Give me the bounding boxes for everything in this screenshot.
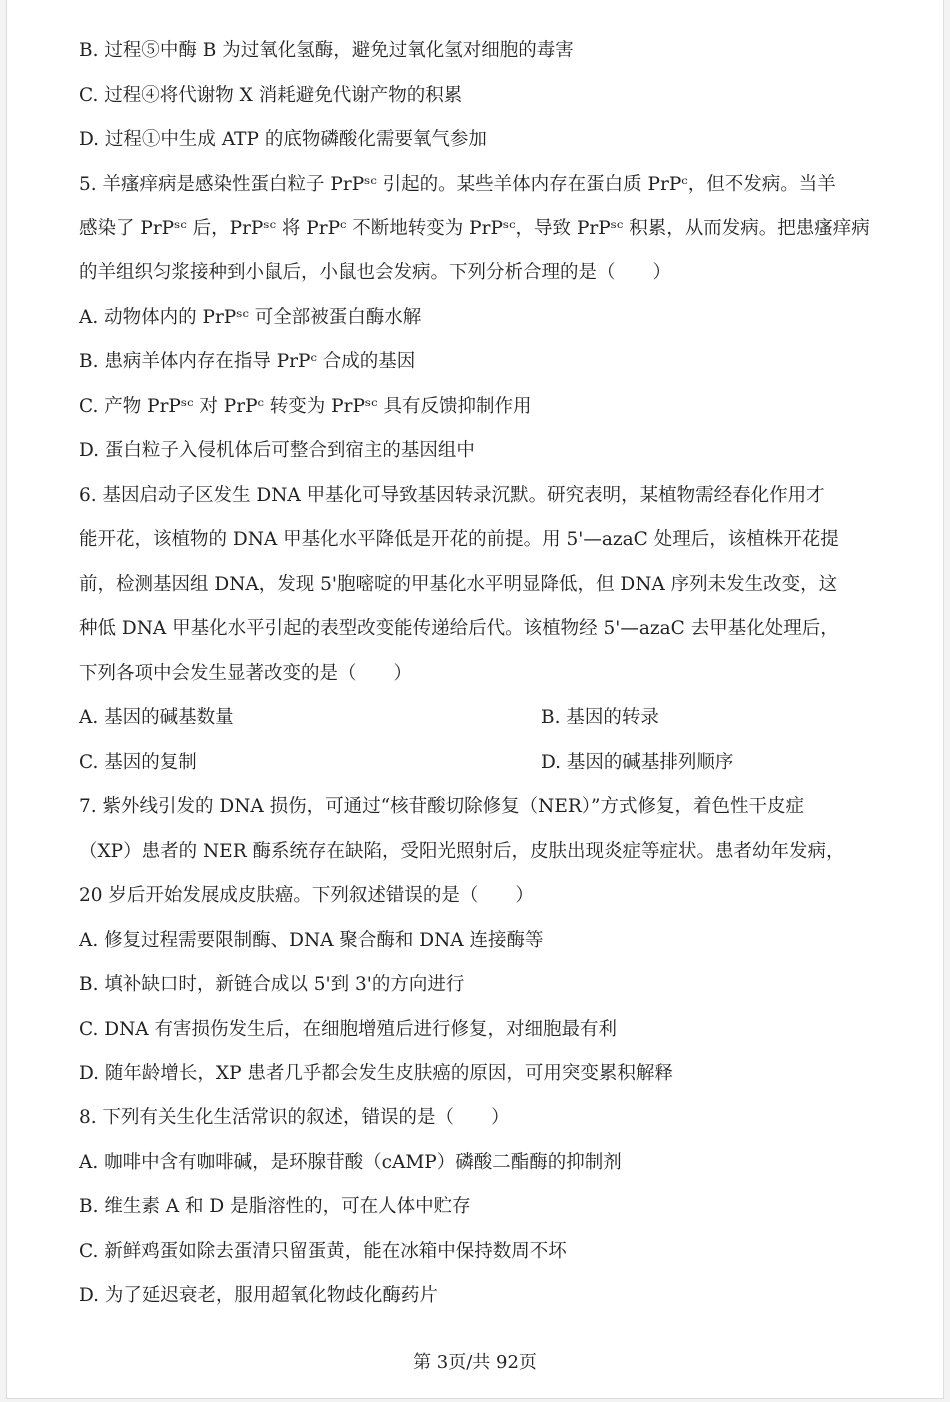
q6-options-row-2 [79, 750, 865, 776]
q6-option-a: A. 基因的碱基数量 [79, 707, 234, 728]
q7-stem-line-2: （XP）患者的 NER 酶系统存在缺陷，受阳光照射后，皮肤出现炎症等症状。患者幼年发病， [79, 841, 845, 862]
q5-stem-line-3: 的羊组织匀浆接种到小鼠后，小鼠也会发病。下列分析合理的是（ ） [79, 262, 672, 283]
q8-option-c: C. 新鲜鸡蛋如除去蛋清只留蛋黄，能在冰箱中保持数周不坏 [79, 1241, 567, 1262]
q6-stem-line-5: 下列各项中会发生显著改变的是（ ） [79, 663, 413, 684]
q6-option-d: D. 基因的碱基排列顺序 [541, 752, 734, 773]
q5-option-b: B. 患病羊体内存在指导 PrPᶜ 合成的基因 [79, 351, 416, 372]
q7-option-b: B. 填补缺口时，新链合成以 5'到 3'的方向进行 [79, 974, 465, 995]
q5-stem-line-2: 感染了 PrPˢᶜ 后，PrPˢᶜ 将 PrPᶜ 不断地转变为 PrPˢᶜ，导致 PrPˢᶜ 积累，从而发病。把患瘙痒病 [79, 218, 870, 239]
q8-option-a: A. 咖啡中含有咖啡碱，是环腺苷酸（cAMP）磷酸二酯酶的抑制剂 [79, 1152, 622, 1173]
page-number-footer: 第 3页/共 92页 [413, 1352, 537, 1373]
q7-option-c: C. DNA 有害损伤发生后，在细胞增殖后进行修复，对细胞最有利 [79, 1019, 618, 1040]
q6-stem-line-3: 前，检测基因组 DNA，发现 5'胞嘧啶的甲基化水平明显降低，但 DNA 序列未发生改变，这 [79, 574, 838, 595]
q6-option-b: B. 基因的转录 [541, 707, 659, 728]
q5-option-c: C. 产物 PrPˢᶜ 对 PrPᶜ 转变为 PrPˢᶜ 具有反馈抑制作用 [79, 396, 532, 417]
q8-option-d: D. 为了延迟衰老，服用超氧化物歧化酶药片 [79, 1285, 438, 1306]
q5-option-a: A. 动物体内的 PrPˢᶜ 可全部被蛋白酶水解 [79, 307, 422, 328]
q5-stem-line-1: 5. 羊瘙痒病是感染性蛋白粒子 PrPˢᶜ 引起的。某些羊体内存在蛋白质 PrPᶜ，但不发病。当羊 [79, 174, 836, 195]
document-page [6, 0, 944, 1399]
q7-stem-line-3: 20 岁后开始发展成皮肤癌。下列叙述错误的是（ ） [79, 885, 534, 906]
q7-stem-line-1: 7. 紫外线引发的 DNA 损伤，可通过“核苷酸切除修复（NER）”方式修复，着色性干皮症 [79, 796, 804, 817]
q7-option-a: A. 修复过程需要限制酶、DNA 聚合酶和 DNA 连接酶等 [79, 930, 544, 951]
q6-option-c: C. 基因的复制 [79, 752, 197, 773]
q6-options-row-1 [79, 705, 865, 731]
q4-option-b: B. 过程⑤中酶 B 为过氧化氢酶，避免过氧化氢对细胞的毒害 [79, 40, 574, 61]
q6-stem-line-1: 6. 基因启动子区发生 DNA 甲基化可导致基因转录沉默。研究表明，某植物需经春化作用才 [79, 485, 825, 506]
q6-stem-line-4: 种低 DNA 甲基化水平引起的表型改变能传递给后代。该植物经 5'—azaC 去甲基化处理后， [79, 618, 839, 639]
q7-option-d: D. 随年龄增长，XP 患者几乎都会发生皮肤癌的原因，可用突变累积解释 [79, 1063, 673, 1084]
q6-stem-line-2: 能开花，该植物的 DNA 甲基化水平降低是开花的前提。用 5'—azaC 处理后，该植株开花提 [79, 529, 839, 550]
q4-option-d: D. 过程①中生成 ATP 的底物磷酸化需要氧气参加 [79, 129, 487, 150]
q4-option-c: C. 过程④将代谢物 X 消耗避免代谢产物的积累 [79, 85, 463, 106]
q8-option-b: B. 维生素 A 和 D 是脂溶性的，可在人体中贮存 [79, 1196, 471, 1217]
q8-stem: 8. 下列有关生化生活常识的叙述，错误的是（ ） [79, 1107, 510, 1128]
q5-option-d: D. 蛋白粒子入侵机体后可整合到宿主的基因组中 [79, 440, 475, 461]
